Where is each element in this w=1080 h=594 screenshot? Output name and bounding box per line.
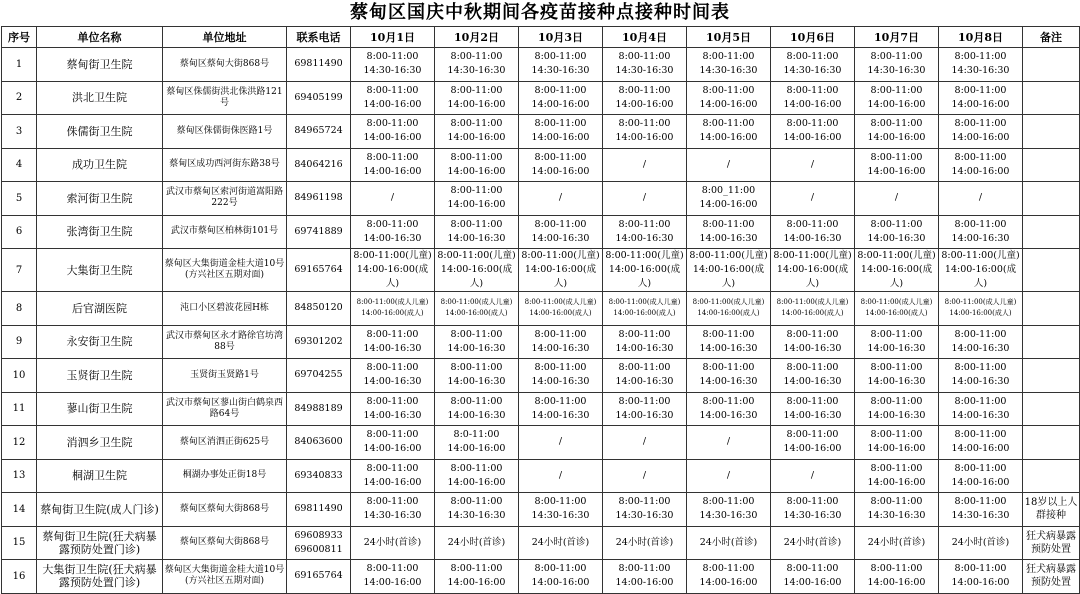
contact-phone: 84850120 xyxy=(287,292,351,326)
schedule-cell: 24小时(首诊) xyxy=(519,526,603,560)
contact-phone: 84965724 xyxy=(287,115,351,149)
unit-address: 蔡甸区大集街道金桂大道10号(方兴社区五期对面) xyxy=(163,249,287,292)
schedule-cell: 8:00-11:00 14:00-16:00 xyxy=(939,148,1023,182)
schedule-cell: 8:00-11:00 14:00-16:30 xyxy=(939,325,1023,359)
schedule-cell: / xyxy=(603,426,687,460)
table-row xyxy=(2,359,1080,393)
table-row xyxy=(2,392,1080,426)
schedule-cell: 8:00-11:00 14:00-16:00 xyxy=(519,81,603,115)
header-addr: 单位地址 xyxy=(163,27,287,48)
schedule-cell: 8:00-11:00 14:00-16:00 xyxy=(519,115,603,149)
unit-address: 蔡甸区蔡甸大街868号 xyxy=(163,493,287,527)
schedule-cell: 8:00-11:00 14:00-16:00 xyxy=(351,115,435,149)
row-index: 16 xyxy=(2,560,37,594)
row-index: 14 xyxy=(2,493,37,527)
table-row xyxy=(2,115,1080,149)
schedule-cell: 8:00-11:00 14:00-16:30 xyxy=(435,392,519,426)
schedule-cell: 8:00-11:00 14:30-16:30 xyxy=(519,493,603,527)
schedule-cell: 8:00-11:00 14:00-16:00 xyxy=(855,426,939,460)
schedule-cell: 8:00-11:00 14:00-16:00 xyxy=(855,81,939,115)
schedule-cell: 8:00-11:00(儿童) 14:00-16:00(成人) xyxy=(771,249,855,292)
schedule-cell: 8:00-11:00(成人儿童) 14:00-16:00(成人) xyxy=(855,292,939,326)
row-index: 2 xyxy=(2,81,37,115)
note-cell: 狂犬病暴露预防处置 xyxy=(1023,560,1080,594)
schedule-cell: 8:00-11:00 14:00-16:30 xyxy=(771,215,855,249)
note-cell xyxy=(1023,215,1080,249)
schedule-cell: 8:00-11:00 14:00-16:00 xyxy=(771,426,855,460)
row-index: 15 xyxy=(2,526,37,560)
header-idx: 序号 xyxy=(2,27,37,48)
schedule-cell: 8:00-11:00 14:30-16:30 xyxy=(603,493,687,527)
header-row xyxy=(2,27,1080,48)
schedule-cell: 8:00-11:00 14:00-16:30 xyxy=(603,325,687,359)
unit-address: 玉贤街玉贤路1号 xyxy=(163,359,287,393)
table-row xyxy=(2,325,1080,359)
contact-phone: 69165764 xyxy=(287,560,351,594)
schedule-cell: 8:00-11:00 14:30-16:30 xyxy=(771,48,855,82)
schedule-cell: 8:00-11:00 14:00-16:30 xyxy=(603,215,687,249)
contact-phone: 84961198 xyxy=(287,182,351,216)
contact-phone: 69704255 xyxy=(287,359,351,393)
schedule-cell: 8:00-11:00 14:00-16:30 xyxy=(519,215,603,249)
row-index: 4 xyxy=(2,148,37,182)
schedule-cell: 24小时(首诊) xyxy=(771,526,855,560)
unit-address: 武汉市蔡甸区永才路徐官坊湾88号 xyxy=(163,325,287,359)
schedule-cell: / xyxy=(519,459,603,493)
row-index: 3 xyxy=(2,115,37,149)
header-date: 10月1日 xyxy=(351,27,435,48)
schedule-cell: 8:00-11:00 14:00-16:00 xyxy=(855,115,939,149)
header-date: 10月7日 xyxy=(855,27,939,48)
schedule-cell: 8:00-11:00 14:00-16:00 xyxy=(435,459,519,493)
schedule-cell: 8:00-11:00 14:00-16:30 xyxy=(519,359,603,393)
schedule-cell: 8:00-11:00 14:00-16:00 xyxy=(603,115,687,149)
note-cell xyxy=(1023,249,1080,292)
schedule-cell: 8:0-11:00 14:00-16:00 xyxy=(435,426,519,460)
contact-phone: 69165764 xyxy=(287,249,351,292)
schedule-cell: 8:00_11:00 14:00-16:00 xyxy=(687,182,771,216)
schedule-cell: 8:00-11:00 14:00-16:00 xyxy=(939,459,1023,493)
schedule-cell: 8:00-11:00 14:00-16:30 xyxy=(855,325,939,359)
schedule-cell: 24小时(首诊) xyxy=(351,526,435,560)
header-date: 10月3日 xyxy=(519,27,603,48)
schedule-cell: 8:00-11:00 14:00-16:00 xyxy=(855,560,939,594)
header-date: 10月6日 xyxy=(771,27,855,48)
schedule-cell: 8:00-11:00 14:00-16:30 xyxy=(939,359,1023,393)
header-date: 10月5日 xyxy=(687,27,771,48)
schedule-cell: 8:00-11:00 14:00-16:30 xyxy=(435,215,519,249)
schedule-cell: 8:00-11:00 14:00-16:30 xyxy=(855,359,939,393)
header-name: 单位名称 xyxy=(37,27,163,48)
schedule-cell: 8:00-11:00 14:00-16:30 xyxy=(687,325,771,359)
unit-name: 后官湖医院 xyxy=(37,292,163,326)
schedule-cell: 8:00-11:00 14:30-16:30 xyxy=(351,48,435,82)
schedule-cell: 8:00-11:00 14:00-16:00 xyxy=(855,148,939,182)
schedule-cell: 8:00-11:00 14:00-16:00 xyxy=(435,560,519,594)
unit-name: 玉贤街卫生院 xyxy=(37,359,163,393)
schedule-cell: 8:00-11:00 14:00-16:00 xyxy=(519,148,603,182)
schedule-cell: 8:00-11:00 14:00-16:00 xyxy=(435,148,519,182)
schedule-cell: 8:00-11:00 14:00-16:00 xyxy=(519,560,603,594)
schedule-cell: 24小时(首诊) xyxy=(855,526,939,560)
row-index: 7 xyxy=(2,249,37,292)
schedule-cell: / xyxy=(771,459,855,493)
unit-name: 永安街卫生院 xyxy=(37,325,163,359)
schedule-cell: / xyxy=(519,426,603,460)
header-date: 10月8日 xyxy=(939,27,1023,48)
unit-address: 沌口小区碧波花园H栋 xyxy=(163,292,287,326)
schedule-cell: 8:00-11:00 14:30-16:30 xyxy=(687,493,771,527)
schedule-cell: 8:00-11:00 14:00-16:30 xyxy=(771,359,855,393)
schedule-cell: 8:00-11:00 14:30-16:30 xyxy=(939,493,1023,527)
row-index: 9 xyxy=(2,325,37,359)
unit-name: 大集街卫生院(狂犬病暴露预防处置门诊) xyxy=(37,560,163,594)
schedule-cell: 8:00-11:00 14:30-16:30 xyxy=(855,48,939,82)
schedule-cell: / xyxy=(855,182,939,216)
unit-name: 蔡甸街卫生院 xyxy=(37,48,163,82)
header-note: 备注 xyxy=(1023,27,1080,48)
schedule-cell: 8:00-11:00 14:00-16:00 xyxy=(435,81,519,115)
schedule-cell: / xyxy=(519,182,603,216)
schedule-cell: 8:00-11:00 14:00-16:30 xyxy=(351,215,435,249)
schedule-cell: 8:00-11:00(成人儿童) 14:00-16:00(成人) xyxy=(351,292,435,326)
schedule-cell: 8:00-11:00 14:30-16:30 xyxy=(435,48,519,82)
unit-name: 成功卫生院 xyxy=(37,148,163,182)
unit-name: 消泗乡卫生院 xyxy=(37,426,163,460)
schedule-cell: 8:00-11:00 14:00-16:00 xyxy=(855,459,939,493)
schedule-cell: 8:00-11:00 14:00-16:30 xyxy=(939,392,1023,426)
schedule-cell: 8:00-11:00 14:30-16:30 xyxy=(351,493,435,527)
schedule-cell: 8:00-11:00 14:00-16:30 xyxy=(939,215,1023,249)
schedule-cell: 8:00-11:00 14:00-16:00 xyxy=(603,560,687,594)
schedule-cell: 8:00-11:00 14:00-16:30 xyxy=(519,325,603,359)
schedule-cell: 8:00-11:00 14:00-16:30 xyxy=(435,359,519,393)
note-cell xyxy=(1023,459,1080,493)
header-date: 10月2日 xyxy=(435,27,519,48)
schedule-cell: 8:00-11:00 14:00-16:00 xyxy=(687,115,771,149)
schedule-cell: 8:00-11:00(儿童) 14:00-16:00(成人) xyxy=(435,249,519,292)
note-cell xyxy=(1023,81,1080,115)
contact-phone: 69340833 xyxy=(287,459,351,493)
table-row xyxy=(2,493,1080,527)
header-date: 10月4日 xyxy=(603,27,687,48)
schedule-cell: 8:00-11:00 14:00-16:00 xyxy=(603,81,687,115)
schedule-cell: 8:00-11:00 14:00-16:30 xyxy=(435,325,519,359)
unit-name: 蔡甸街卫生院(成人门诊) xyxy=(37,493,163,527)
note-cell xyxy=(1023,292,1080,326)
page-title: 蔡甸区国庆中秋期间各疫苗接种点接种时间表 xyxy=(350,2,730,23)
schedule-cell: 8:00-11:00 14:00-16:00 xyxy=(771,560,855,594)
schedule-cell: 8:00-11:00 14:30-16:30 xyxy=(519,48,603,82)
schedule-cell: 8:00-11:00(儿童) 14:00-16:00(成人) xyxy=(603,249,687,292)
schedule-cell: 24小时(首诊) xyxy=(687,526,771,560)
table-row xyxy=(2,526,1080,560)
row-index: 8 xyxy=(2,292,37,326)
schedule-cell: 8:00-11:00(儿童) 14:00-16:00(成人) xyxy=(519,249,603,292)
unit-name: 蓼山街卫生院 xyxy=(37,392,163,426)
unit-address: 桐湖办事处正街18号 xyxy=(163,459,287,493)
schedule-cell: 8:00-11:00 14:30-16:30 xyxy=(603,48,687,82)
unit-name: 张湾街卫生院 xyxy=(37,215,163,249)
schedule-cell: 8:00-11:00 14:00-16:00 xyxy=(939,426,1023,460)
schedule-cell: 8:00-11:00 14:00-16:00 xyxy=(351,426,435,460)
schedule-cell: 8:00-11:00(儿童) 14:00-16:00(成人) xyxy=(687,249,771,292)
unit-address: 蔡甸区消泗正街625号 xyxy=(163,426,287,460)
row-index: 1 xyxy=(2,48,37,82)
schedule-cell: 8:00-11:00 14:30-16:30 xyxy=(771,493,855,527)
schedule-cell: 8:00-11:00 14:00-16:30 xyxy=(687,392,771,426)
table-row xyxy=(2,292,1080,326)
schedule-cell: / xyxy=(351,182,435,216)
schedule-cell: 8:00-11:00 14:00-16:30 xyxy=(351,359,435,393)
row-index: 12 xyxy=(2,426,37,460)
schedule-cell: 8:00-11:00 14:00-16:00 xyxy=(939,81,1023,115)
schedule-cell: 8:00-11:00(儿童) 14:00-16:00(成人) xyxy=(855,249,939,292)
contact-phone: 69405199 xyxy=(287,81,351,115)
schedule-cell: / xyxy=(771,182,855,216)
schedule-cell: 24小时(首诊) xyxy=(939,526,1023,560)
contact-phone: 84063600 xyxy=(287,426,351,460)
schedule-cell: 8:00-11:00 14:00-16:00 xyxy=(351,81,435,115)
schedule-cell: 8:00-11:00(儿童) 14:00-16:00(成人) xyxy=(939,249,1023,292)
schedule-cell: / xyxy=(603,182,687,216)
schedule-cell: 8:00-11:00(成人儿童) 14:00-16:00(成人) xyxy=(939,292,1023,326)
table-row xyxy=(2,560,1080,594)
unit-address: 蔡甸区侏儒街侏医路1号 xyxy=(163,115,287,149)
row-index: 5 xyxy=(2,182,37,216)
contact-phone: 69301202 xyxy=(287,325,351,359)
schedule-cell: 24小时(首诊) xyxy=(603,526,687,560)
schedule-cell: / xyxy=(603,148,687,182)
schedule-cell: 8:00-11:00 14:00-16:00 xyxy=(771,115,855,149)
schedule-cell: / xyxy=(687,459,771,493)
schedule-cell: 8:00-11:00 14:00-16:30 xyxy=(855,392,939,426)
table-row xyxy=(2,48,1080,82)
schedule-cell: 8:00-11:00 14:00-16:30 xyxy=(603,359,687,393)
schedule-cell: 8:00-11:00 14:00-16:30 xyxy=(687,359,771,393)
schedule-cell: 8:00-11:00 14:00-16:00 xyxy=(351,459,435,493)
row-index: 11 xyxy=(2,392,37,426)
schedule-cell: 8:00-11:00 14:00-16:00 xyxy=(939,560,1023,594)
schedule-cell: 8:00-11:00 14:30-16:30 xyxy=(435,493,519,527)
contact-phone: 84064216 xyxy=(287,148,351,182)
schedule-cell: 8:00-11:00(成人儿童) 14:00-16:00(成人) xyxy=(603,292,687,326)
row-index: 6 xyxy=(2,215,37,249)
schedule-cell: 8:00-11:00 14:00-16:00 xyxy=(687,81,771,115)
contact-phone: 69608933 69600811 xyxy=(287,526,351,560)
unit-name: 蔡甸街卫生院(狂犬病暴露预防处置门诊) xyxy=(37,526,163,560)
note-cell xyxy=(1023,148,1080,182)
schedule-cell: 8:00-11:00 14:30-16:30 xyxy=(939,48,1023,82)
unit-name: 桐湖卫生院 xyxy=(37,459,163,493)
contact-phone: 69741889 xyxy=(287,215,351,249)
contact-phone: 84988189 xyxy=(287,392,351,426)
schedule-cell: 8:00-11:00 14:00-16:30 xyxy=(519,392,603,426)
schedule-cell: 8:00-11:00 14:00-16:00 xyxy=(351,560,435,594)
note-cell xyxy=(1023,182,1080,216)
unit-address: 蔡甸区蔡甸大街868号 xyxy=(163,48,287,82)
schedule-cell: 8:00-11:00(成人儿童) 14:00-16:00(成人) xyxy=(519,292,603,326)
schedule-cell: 8:00-11:00 14:00-16:30 xyxy=(351,392,435,426)
schedule-cell: 24小时(首诊) xyxy=(435,526,519,560)
schedule-cell: 8:00-11:00 14:30-16:30 xyxy=(855,493,939,527)
table-row xyxy=(2,249,1080,292)
schedule-cell: 8:00-11:00 14:00-16:30 xyxy=(351,325,435,359)
schedule-cell: 8:00-11:00 14:00-16:30 xyxy=(687,215,771,249)
schedule-cell: 8:00-11:00 14:00-16:00 xyxy=(687,560,771,594)
row-index: 13 xyxy=(2,459,37,493)
table-row xyxy=(2,182,1080,216)
schedule-cell: 8:00-11:00(儿童) 14:00-16:00(成人) xyxy=(351,249,435,292)
note-cell: 18岁以上人群接种 xyxy=(1023,493,1080,527)
schedule-cell: 8:00-11:00(成人儿童) 14:00-16:00(成人) xyxy=(687,292,771,326)
note-cell xyxy=(1023,325,1080,359)
schedule-cell: 8:00-11:00 14:00-16:00 xyxy=(435,115,519,149)
unit-address: 武汉市蔡甸区柏林街101号 xyxy=(163,215,287,249)
unit-address: 蔡甸区大集街道金桂大道10号(方兴社区五期对面) xyxy=(163,560,287,594)
schedule-cell: 8:00-11:00 14:00-16:00 xyxy=(435,182,519,216)
unit-address: 蔡甸区蔡甸大街868号 xyxy=(163,526,287,560)
table-row xyxy=(2,81,1080,115)
row-index: 10 xyxy=(2,359,37,393)
schedule-cell: / xyxy=(687,148,771,182)
table-row xyxy=(2,426,1080,460)
schedule-cell: 8:00-11:00 14:00-16:30 xyxy=(603,392,687,426)
schedule-cell: / xyxy=(771,148,855,182)
contact-phone: 69811490 xyxy=(287,493,351,527)
schedule-cell: 8:00-11:00 14:00-16:30 xyxy=(855,215,939,249)
note-cell xyxy=(1023,359,1080,393)
schedule-cell: 8:00-11:00 14:00-16:30 xyxy=(771,325,855,359)
header-phone: 联系电话 xyxy=(287,27,351,48)
note-cell xyxy=(1023,426,1080,460)
unit-name: 洪北卫生院 xyxy=(37,81,163,115)
schedule-cell: 8:00-11:00 14:00-16:00 xyxy=(771,81,855,115)
schedule-cell: 8:00-11:00 14:00-16:00 xyxy=(939,115,1023,149)
unit-address: 蔡甸区侏儒街洪北侏洪路121号 xyxy=(163,81,287,115)
note-cell xyxy=(1023,392,1080,426)
schedule-cell: / xyxy=(603,459,687,493)
unit-address: 蔡甸区成功西河街东路38号 xyxy=(163,148,287,182)
unit-name: 大集街卫生院 xyxy=(37,249,163,292)
schedule-cell: 8:00-11:00(成人儿童) 14:00-16:00(成人) xyxy=(435,292,519,326)
schedule-cell: 8:00-11:00(成人儿童) 14:00-16:00(成人) xyxy=(771,292,855,326)
schedule-cell: 8:00-11:00 14:00-16:30 xyxy=(771,392,855,426)
schedule-cell: / xyxy=(687,426,771,460)
table-row xyxy=(2,148,1080,182)
schedule-cell: 8:00-11:00 14:30-16:30 xyxy=(687,48,771,82)
unit-name: 侏儒街卫生院 xyxy=(37,115,163,149)
table-row xyxy=(2,215,1080,249)
note-cell: 狂犬病暴露预防处置 xyxy=(1023,526,1080,560)
unit-address: 武汉市蔡甸区索河街道嵩阳路222号 xyxy=(163,182,287,216)
schedule-table xyxy=(1,26,1080,594)
note-cell xyxy=(1023,48,1080,82)
schedule-cell: 8:00-11:00 14:00-16:00 xyxy=(351,148,435,182)
note-cell xyxy=(1023,115,1080,149)
unit-address: 武汉市蔡甸区蓼山街白鹤泉西路64号 xyxy=(163,392,287,426)
table-row xyxy=(2,459,1080,493)
unit-name: 索河街卫生院 xyxy=(37,182,163,216)
contact-phone: 69811490 xyxy=(287,48,351,82)
schedule-cell: / xyxy=(939,182,1023,216)
